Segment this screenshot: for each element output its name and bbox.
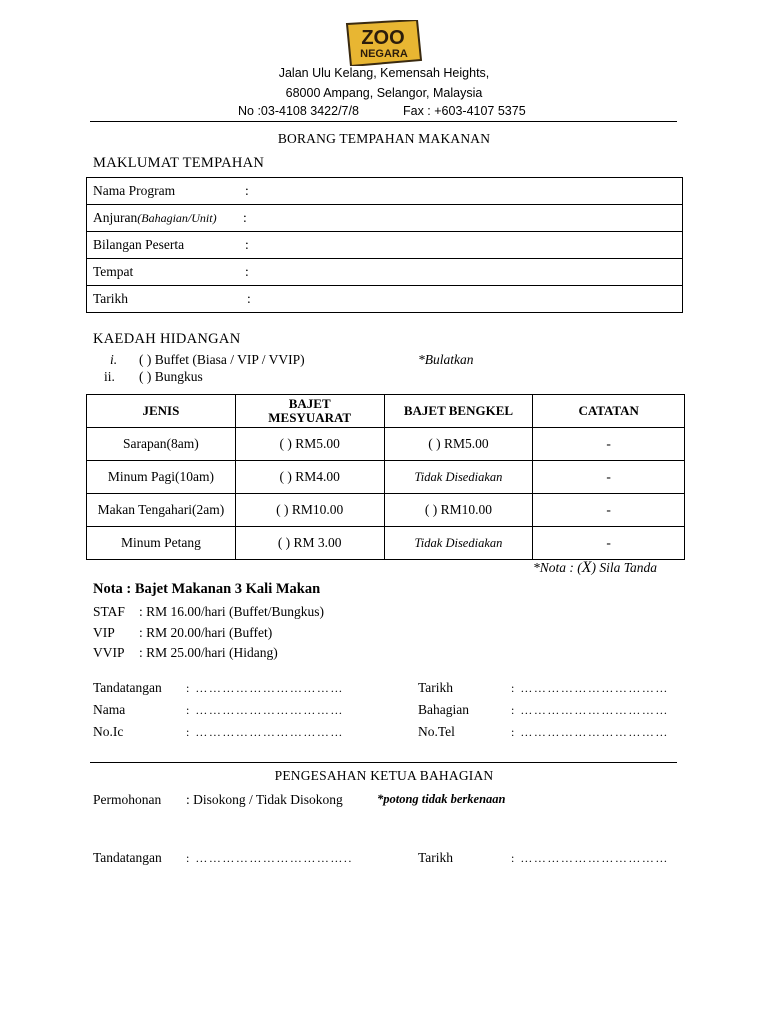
approval-note: *potong tidak berkenaan: [377, 792, 506, 806]
option-number-1: i.: [110, 352, 118, 367]
booking-row: [87, 178, 683, 205]
option-bungkus[interactable]: ( ) Bungkus: [139, 369, 203, 384]
field-tel[interactable]: : ……………………………: [511, 725, 669, 739]
field-label: Bilangan Peserta: [93, 237, 185, 252]
label-hod-date: Tarikh: [418, 850, 454, 865]
approval-options[interactable]: : Disokong / Tidak Disokong: [186, 792, 343, 807]
workshop-budget-checkbox[interactable]: ( ) RM5.00: [384, 428, 533, 461]
field-hod-signature[interactable]: : ……………………………..: [186, 851, 353, 865]
phone-number: No :03-4108 3422/7/8: [238, 104, 359, 118]
budget-value-vip: : RM 20.00/hari (Buffet): [139, 625, 273, 640]
remarks-cell: -: [533, 461, 685, 494]
meal-row: [87, 527, 685, 560]
circle-note: *Bulatkan: [418, 352, 474, 367]
col-header-jenis: JENIS: [87, 395, 236, 428]
field-signature[interactable]: : ……………………………: [186, 681, 344, 695]
field-label: Anjuran: [93, 210, 138, 225]
zoo-negara-logo: [343, 20, 423, 66]
header-divider: [90, 121, 677, 122]
workshop-budget-na: Tidak Disediakan: [384, 461, 533, 494]
address-line-2: 68000 Ampang, Selangor, Malaysia: [285, 86, 483, 100]
meeting-budget-checkbox[interactable]: ( ) RM4.00: [235, 461, 384, 494]
label-department: Bahagian: [418, 702, 469, 717]
budget-heading: Nota : Bajet Makanan 3 Kali Makan: [93, 581, 321, 597]
meeting-budget-checkbox[interactable]: ( ) RM10.00: [235, 494, 384, 527]
meeting-budget-checkbox[interactable]: ( ) RM 3.00: [235, 527, 384, 560]
booking-row: Anjuran(Bahagian/Unit) :: [87, 205, 683, 232]
meeting-budget-checkbox[interactable]: ( ) RM5.00: [235, 428, 384, 461]
meal-type-cell: Sarapan(8am): [87, 428, 236, 461]
approval-heading: PENGESAHAN KETUA BAHAGIAN: [274, 768, 494, 783]
remarks-cell: -: [533, 428, 685, 461]
workshop-budget-checkbox[interactable]: ( ) RM10.00: [384, 494, 533, 527]
field-label: Tarikh: [93, 291, 129, 306]
form-title: BORANG TEMPAHAN MAKANAN: [277, 131, 491, 146]
meal-type-cell: Makan Tengahari(2am): [87, 494, 236, 527]
label-name: Nama: [93, 702, 126, 717]
meal-row: [87, 461, 685, 494]
field-ic[interactable]: : ……………………………: [186, 725, 344, 739]
label-hod-signature: Tandatangan: [93, 850, 162, 865]
budget-key-staf: STAF: [93, 604, 125, 619]
fax-number: Fax : +603-4107 5375: [403, 104, 526, 118]
budget-value-staf: : RM 16.00/hari (Buffet/Bungkus): [139, 604, 324, 619]
meal-budget-table: [86, 394, 685, 560]
field-input-participants[interactable]: :: [245, 237, 249, 252]
col-header-catatan: CATATAN: [533, 395, 685, 428]
field-input-date[interactable]: :: [247, 291, 251, 306]
meal-type-cell: Minum Pagi(10am): [87, 461, 236, 494]
field-label: Tempat: [93, 264, 134, 279]
col-header-mesyuarat: BAJET MESYUARAT: [235, 395, 384, 428]
remarks-cell: -: [533, 494, 685, 527]
budget-value-vvip: : RM 25.00/hari (Hidang): [139, 645, 278, 660]
col-header-bengkel: BAJET BENGKEL: [384, 395, 533, 428]
booking-row: [87, 232, 683, 259]
budget-key-vip: VIP: [93, 625, 115, 640]
serving-heading: KAEDAH HIDANGAN: [93, 331, 241, 347]
label-date: Tarikh: [418, 680, 454, 695]
option-buffet[interactable]: ( ) Buffet (Biasa / VIP / VVIP): [139, 352, 305, 367]
budget-key-vvip: VVIP: [93, 645, 125, 660]
address-line-1: Jalan Ulu Kelang, Kemensah Heights,: [278, 66, 490, 80]
workshop-budget-na: Tidak Disediakan: [384, 527, 533, 560]
table-header-row: [87, 395, 685, 428]
field-input-program[interactable]: :: [245, 183, 249, 198]
meal-type-cell: Minum Petang: [87, 527, 236, 560]
field-name[interactable]: : ……………………………: [186, 703, 344, 717]
label-tel: No.Tel: [418, 724, 455, 739]
meal-row: [87, 494, 685, 527]
label-application: Permohonan: [93, 792, 162, 807]
booking-heading: MAKLUMAT TEMPAHAN: [93, 155, 265, 171]
meal-row: [87, 428, 685, 461]
booking-info-table: [86, 177, 683, 313]
approval-divider: [90, 762, 677, 763]
booking-row: [87, 286, 683, 313]
booking-row: [87, 259, 683, 286]
option-number-2: ii.: [104, 369, 115, 384]
field-date[interactable]: : ……………………………: [511, 681, 669, 695]
field-input-venue[interactable]: :: [245, 264, 249, 279]
field-hod-date[interactable]: : ……………………………: [511, 851, 669, 865]
label-signature: Tandatangan: [93, 680, 162, 695]
logo-text-negara: NEGARA: [360, 48, 408, 60]
field-label: Nama Program: [93, 183, 176, 198]
remarks-cell: -: [533, 527, 685, 560]
mark-note: *Nota : (X) Sila Tanda: [533, 559, 658, 576]
field-input-organizer[interactable]: :: [243, 210, 247, 225]
field-department[interactable]: : ……………………………: [511, 703, 669, 717]
logo-text-zoo: ZOO: [361, 27, 405, 49]
label-ic: No.Ic: [93, 724, 124, 739]
